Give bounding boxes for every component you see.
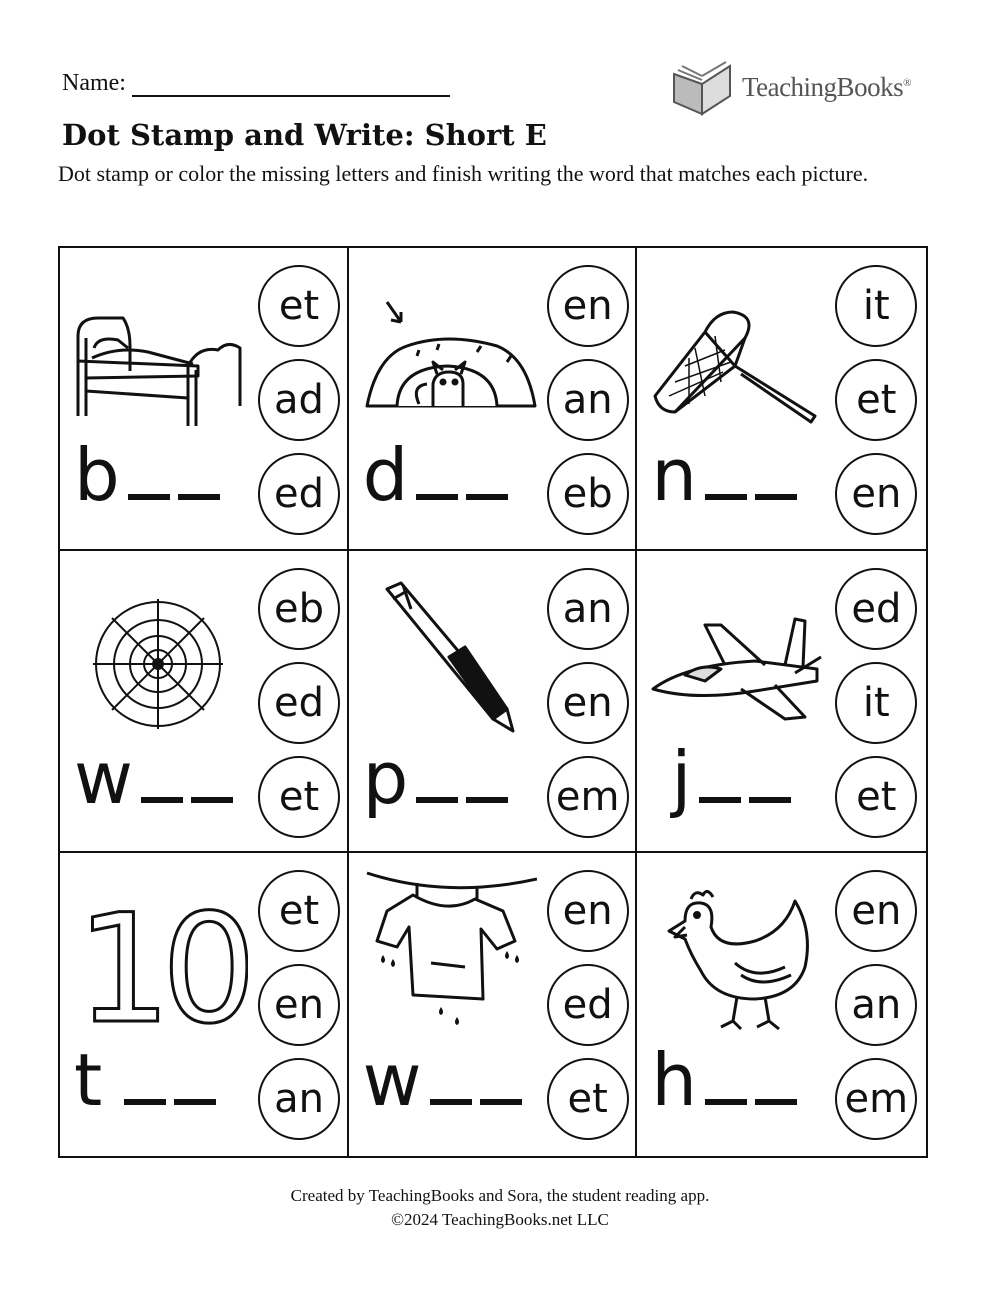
- logo-text: TeachingBooks®: [742, 72, 911, 102]
- start-letter: w: [74, 735, 133, 820]
- footer-copyright: ©2024 TeachingBooks.net LLC: [391, 1210, 609, 1229]
- option-circle[interactable]: en: [547, 265, 629, 347]
- net-icon: [645, 266, 825, 436]
- word-cell: [637, 551, 926, 854]
- option-circle[interactable]: ed: [258, 453, 340, 535]
- option-circle[interactable]: it: [835, 662, 917, 744]
- word-cell: [60, 551, 349, 854]
- start-letter: n: [651, 433, 697, 517]
- hen-icon: [645, 871, 825, 1041]
- option-circle[interactable]: en: [547, 662, 629, 744]
- word-cell: [637, 248, 926, 551]
- word-prompt: [74, 1035, 216, 1125]
- option-circle[interactable]: en: [547, 870, 629, 952]
- option-circle[interactable]: et: [258, 756, 340, 838]
- option-circle[interactable]: et: [547, 1058, 629, 1140]
- blank-line[interactable]: [466, 797, 508, 803]
- word-cell: [349, 248, 638, 551]
- option-circle[interactable]: em: [547, 756, 629, 838]
- start-letter: p: [362, 735, 409, 820]
- start-letter: t: [74, 1038, 103, 1123]
- blank-line[interactable]: [141, 797, 183, 803]
- spider-web-icon: [68, 569, 248, 739]
- word-prompt: [671, 733, 791, 823]
- blank-line[interactable]: [124, 1099, 166, 1105]
- word-prompt: [651, 1035, 797, 1125]
- name-label: Name:: [62, 70, 126, 96]
- word-prompt: [74, 733, 233, 823]
- option-circle[interactable]: en: [258, 964, 340, 1046]
- blank-line[interactable]: [128, 494, 170, 500]
- word-prompt: [74, 430, 220, 520]
- option-circle[interactable]: eb: [547, 453, 629, 535]
- option-circle[interactable]: et: [835, 359, 917, 441]
- open-book-icon: [668, 56, 742, 122]
- jet-icon: [645, 569, 825, 739]
- wet-shirt-icon: [357, 871, 537, 1041]
- number-ten-text: 10: [76, 883, 247, 1042]
- word-cell: [349, 551, 638, 854]
- bed-icon: [68, 266, 248, 436]
- word-prompt: [363, 733, 509, 823]
- option-circle[interactable]: an: [835, 964, 917, 1046]
- blank-line[interactable]: [174, 1099, 216, 1105]
- blank-line[interactable]: [178, 494, 220, 500]
- option-circle[interactable]: et: [835, 756, 917, 838]
- worksheet-grid: [58, 246, 928, 1158]
- blank-line[interactable]: [430, 1099, 472, 1105]
- word-cell: [60, 853, 349, 1156]
- blank-line[interactable]: [699, 797, 741, 803]
- option-circle[interactable]: an: [547, 359, 629, 441]
- pen-icon: [357, 569, 537, 739]
- option-circle[interactable]: ed: [258, 662, 340, 744]
- word-prompt: [363, 1035, 522, 1125]
- page-title: Dot Stamp and Write: Short E: [62, 118, 547, 152]
- word-cell: [349, 853, 638, 1156]
- blank-line[interactable]: [191, 797, 233, 803]
- blank-line[interactable]: [480, 1099, 522, 1105]
- word-cell: [60, 248, 349, 551]
- fox-den-icon: [357, 266, 537, 436]
- blank-line[interactable]: [749, 797, 791, 803]
- blank-line[interactable]: [705, 494, 747, 500]
- option-circle[interactable]: em: [835, 1058, 917, 1140]
- footer-credit: Created by TeachingBooks and Sora, the student reading app.: [290, 1186, 710, 1205]
- option-circle[interactable]: an: [547, 568, 629, 650]
- word-prompt: [651, 430, 797, 520]
- start-letter: d: [362, 433, 409, 517]
- name-row: [62, 70, 450, 97]
- blank-line[interactable]: [416, 494, 458, 500]
- option-circle[interactable]: it: [835, 265, 917, 347]
- option-circle[interactable]: et: [258, 870, 340, 952]
- word-prompt: [363, 430, 509, 520]
- start-letter: b: [74, 433, 120, 517]
- blank-line[interactable]: [416, 797, 458, 803]
- start-letter: h: [651, 1038, 697, 1123]
- blank-line[interactable]: [705, 1099, 747, 1105]
- number-ten-icon: [68, 871, 248, 1041]
- blank-line[interactable]: [466, 494, 508, 500]
- option-circle[interactable]: en: [835, 870, 917, 952]
- option-circle[interactable]: ad: [258, 359, 340, 441]
- option-circle[interactable]: ed: [547, 964, 629, 1046]
- option-circle[interactable]: eb: [258, 568, 340, 650]
- option-circle[interactable]: ed: [835, 568, 917, 650]
- option-circle[interactable]: et: [258, 265, 340, 347]
- blank-line[interactable]: [755, 1099, 797, 1105]
- instructions: Dot stamp or color the missing letters and finish writing the word that matches each picture.: [58, 161, 869, 186]
- start-letter: j: [671, 735, 692, 820]
- teachingbooks-logo: [668, 56, 930, 122]
- blank-line[interactable]: [755, 494, 797, 500]
- option-circle[interactable]: en: [835, 453, 917, 535]
- word-cell: [637, 853, 926, 1156]
- option-circle[interactable]: an: [258, 1058, 340, 1140]
- name-field[interactable]: [132, 73, 450, 97]
- start-letter: w: [362, 1038, 422, 1123]
